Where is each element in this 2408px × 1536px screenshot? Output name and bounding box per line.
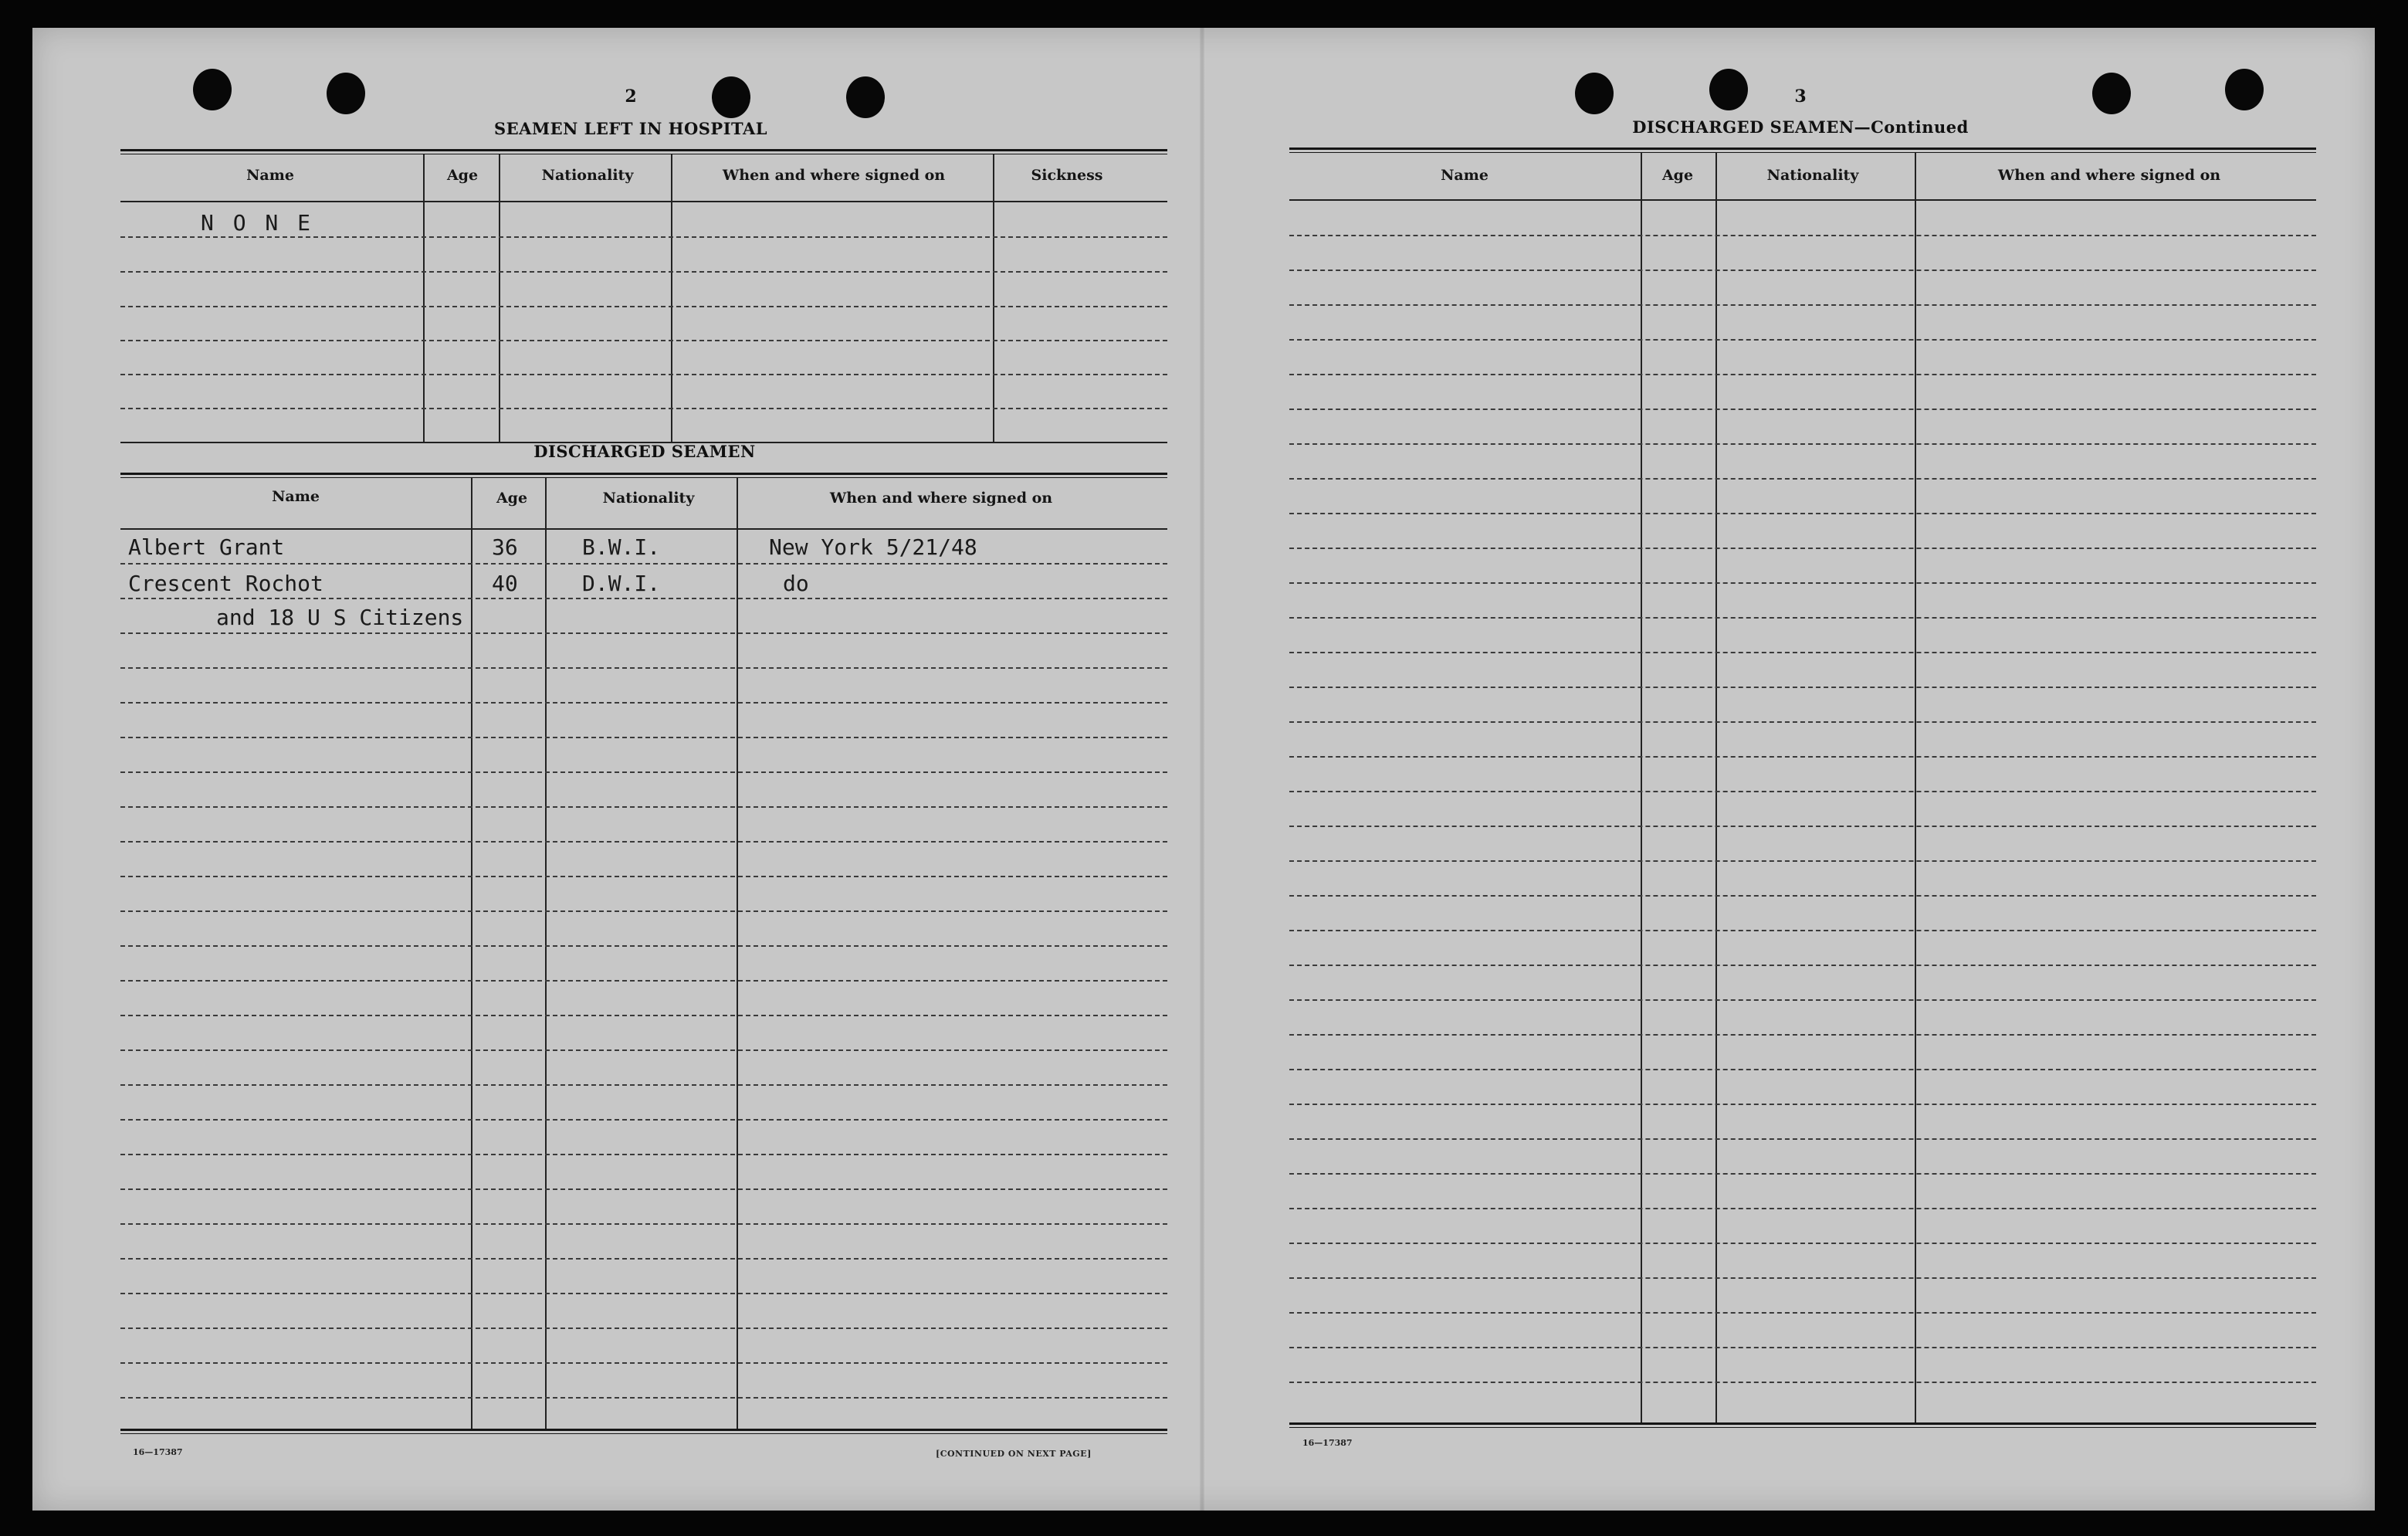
seaman-nationality: D.W.I. bbox=[582, 571, 661, 596]
row-line bbox=[120, 632, 1167, 634]
row-line bbox=[1289, 1382, 2316, 1383]
row-line bbox=[120, 563, 1167, 565]
seaman-age: 40 bbox=[492, 571, 518, 596]
row-line bbox=[1289, 374, 2316, 375]
row-line bbox=[1289, 826, 2316, 827]
column-divider bbox=[545, 478, 547, 1430]
row-line bbox=[120, 1188, 1167, 1190]
column-header-name: Name bbox=[272, 488, 320, 505]
discharged-section-title: DISCHARGED SEAMEN bbox=[533, 442, 756, 461]
page-number: 2 bbox=[625, 86, 637, 107]
column-divider bbox=[423, 154, 425, 443]
row-line bbox=[1289, 999, 2316, 1001]
row-line bbox=[1289, 930, 2316, 931]
row-line bbox=[120, 841, 1167, 843]
row-line bbox=[1289, 235, 2316, 236]
seaman-name: Crescent Rochot bbox=[128, 571, 323, 596]
row-line bbox=[1289, 756, 2316, 758]
row-line bbox=[1289, 1069, 2316, 1070]
citizens-note: and 18 U S Citizens bbox=[216, 605, 464, 630]
row-line bbox=[1289, 1243, 2316, 1244]
row-line bbox=[1289, 304, 2316, 306]
column-divider bbox=[737, 478, 738, 1430]
row-line bbox=[120, 1223, 1167, 1225]
row-line bbox=[120, 737, 1167, 738]
column-header-nationality: Nationality bbox=[541, 167, 634, 184]
row-line bbox=[1289, 339, 2316, 341]
row-line bbox=[1289, 1173, 2316, 1175]
row-line bbox=[120, 980, 1167, 982]
form-number: 16—17387 bbox=[1302, 1438, 1353, 1448]
column-header-nationality: Nationality bbox=[1766, 167, 1859, 184]
discharged-top-rule bbox=[120, 473, 1167, 478]
row-line bbox=[120, 1015, 1167, 1016]
continued-top-rule bbox=[1289, 147, 2316, 153]
column-divider bbox=[1915, 153, 1916, 1424]
row-line bbox=[1289, 1208, 2316, 1209]
seaman-name: Albert Grant bbox=[128, 534, 285, 560]
hospital-entry: N O N E bbox=[201, 210, 314, 236]
row-line bbox=[120, 910, 1167, 912]
row-line bbox=[1289, 1138, 2316, 1140]
row-line bbox=[1289, 860, 2316, 862]
row-line bbox=[120, 702, 1167, 704]
hospital-section-title: SEAMEN LEFT IN HOSPITAL bbox=[493, 119, 768, 138]
row-line bbox=[1289, 1104, 2316, 1105]
row-line bbox=[120, 876, 1167, 877]
row-line bbox=[120, 1258, 1167, 1260]
column-header-sickness: Sickness bbox=[1031, 167, 1103, 184]
row-line bbox=[1289, 513, 2316, 514]
continued-bottom-rule bbox=[1289, 1422, 2316, 1428]
column-header-signed-on: When and where signed on bbox=[722, 167, 946, 184]
column-divider bbox=[1641, 153, 1642, 1424]
seaman-signed-on: New York 5/21/48 bbox=[769, 534, 977, 560]
right-page bbox=[1202, 28, 2375, 1511]
row-line bbox=[1289, 270, 2316, 271]
left-page bbox=[32, 28, 1202, 1511]
row-line bbox=[120, 1084, 1167, 1086]
continued-header-rule bbox=[1289, 199, 2316, 201]
row-line bbox=[120, 306, 1167, 307]
row-line bbox=[120, 945, 1167, 947]
row-line bbox=[120, 1049, 1167, 1051]
column-header-name: Name bbox=[1441, 167, 1488, 184]
row-line bbox=[1289, 443, 2316, 445]
discharged-continued-title: DISCHARGED SEAMEN—Continued bbox=[1632, 117, 1969, 137]
row-line bbox=[1289, 548, 2316, 549]
hospital-top-rule bbox=[120, 149, 1167, 154]
seaman-nationality: B.W.I. bbox=[582, 534, 661, 560]
column-divider bbox=[499, 154, 500, 443]
seaman-signed-on: do bbox=[783, 571, 809, 596]
column-header-age: Age bbox=[496, 490, 528, 507]
row-line bbox=[1289, 409, 2316, 410]
row-line bbox=[120, 236, 1167, 238]
page-number: 3 bbox=[1794, 86, 1807, 107]
document-sheet bbox=[32, 28, 2375, 1511]
row-line bbox=[120, 1293, 1167, 1294]
column-header-age: Age bbox=[1661, 167, 1694, 184]
row-line bbox=[1289, 965, 2316, 966]
row-line bbox=[120, 374, 1167, 375]
seaman-age: 36 bbox=[492, 534, 518, 560]
column-header-nationality: Nationality bbox=[602, 490, 695, 507]
row-line bbox=[1289, 582, 2316, 584]
row-line bbox=[1289, 687, 2316, 688]
row-line bbox=[120, 1397, 1167, 1399]
row-line bbox=[1289, 478, 2316, 480]
row-line bbox=[1289, 1277, 2316, 1279]
column-divider bbox=[1715, 153, 1717, 1424]
row-line bbox=[1289, 652, 2316, 653]
discharged-bottom-rule bbox=[120, 1429, 1167, 1434]
column-divider bbox=[471, 478, 472, 1430]
column-divider bbox=[671, 154, 672, 443]
column-header-name: Name bbox=[246, 167, 294, 184]
row-line bbox=[1289, 895, 2316, 897]
form-number: 16—17387 bbox=[133, 1447, 183, 1457]
row-line bbox=[1289, 617, 2316, 619]
continued-note: [CONTINUED ON NEXT PAGE] bbox=[936, 1449, 1092, 1459]
row-line bbox=[120, 771, 1167, 773]
row-line bbox=[120, 667, 1167, 669]
row-line bbox=[120, 408, 1167, 409]
row-line bbox=[120, 1154, 1167, 1155]
row-line bbox=[1289, 1034, 2316, 1036]
column-header-signed-on: When and where signed on bbox=[829, 490, 1053, 507]
row-line bbox=[120, 1119, 1167, 1121]
row-line bbox=[1289, 1312, 2316, 1314]
row-line bbox=[1289, 1347, 2316, 1348]
row-line bbox=[120, 1327, 1167, 1329]
column-header-age: Age bbox=[446, 167, 479, 184]
column-divider bbox=[993, 154, 994, 443]
row-line bbox=[120, 598, 1167, 599]
column-header-signed-on: When and where signed on bbox=[1997, 167, 2221, 184]
row-line bbox=[120, 271, 1167, 273]
discharged-header-rule bbox=[120, 528, 1167, 530]
row-line bbox=[1289, 721, 2316, 723]
row-line bbox=[120, 806, 1167, 808]
row-line bbox=[120, 340, 1167, 341]
row-line bbox=[120, 1362, 1167, 1364]
row-line bbox=[1289, 791, 2316, 792]
hospital-header-rule bbox=[120, 201, 1167, 202]
